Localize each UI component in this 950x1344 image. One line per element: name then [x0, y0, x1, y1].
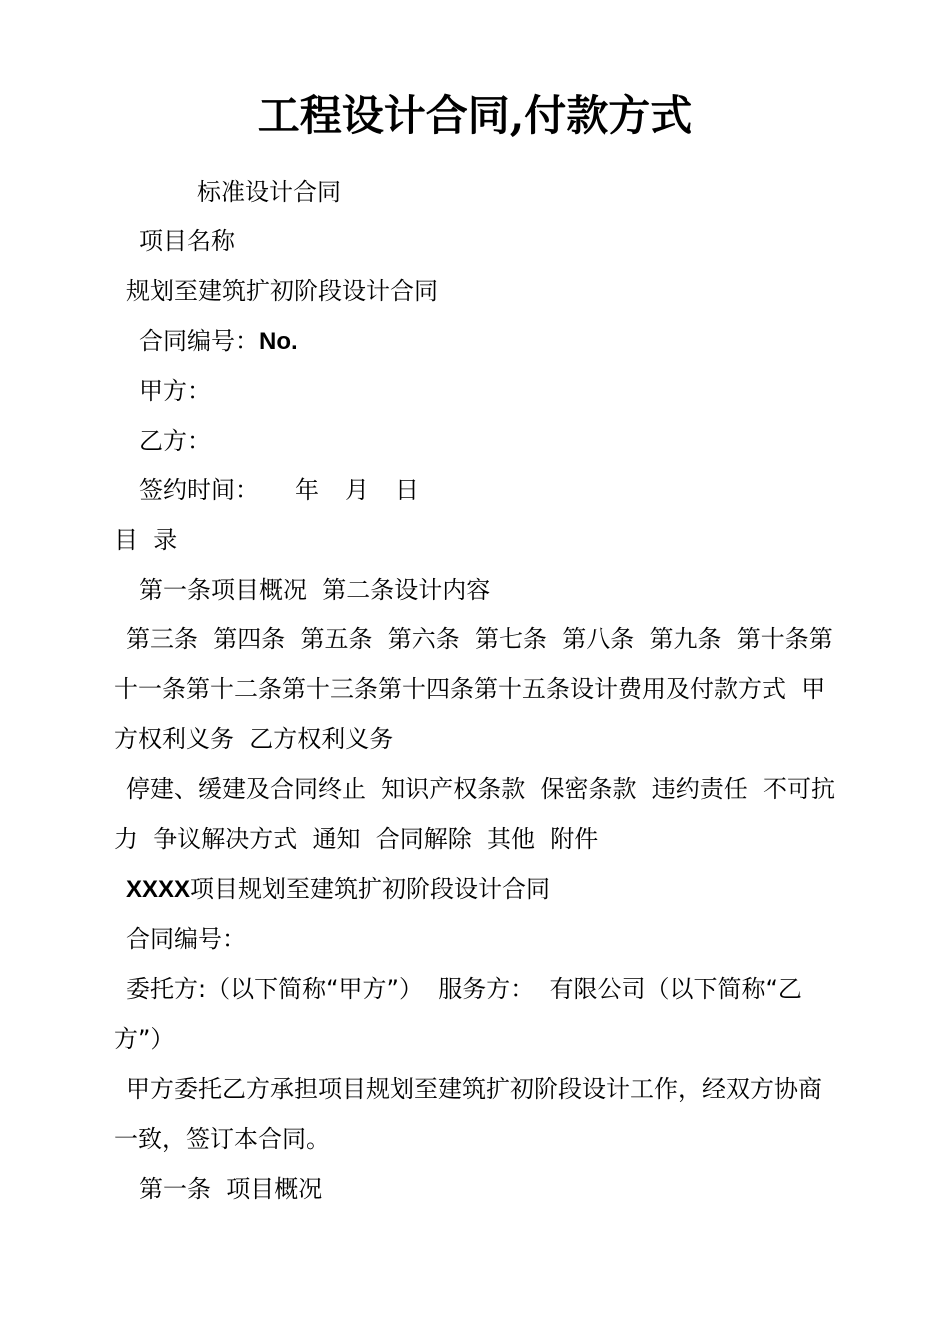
- party-a-label: 甲方：: [139, 377, 211, 405]
- signing-date-label: 签约时间：: [139, 476, 259, 504]
- project-name-label: 项目名称: [139, 227, 235, 255]
- cover-subtitle: 标准设计合同: [197, 178, 341, 206]
- project-name-value: 规划至建筑扩初阶段设计合同: [126, 277, 438, 305]
- date-year: 年: [295, 476, 319, 504]
- contract-title: 项目规划至建筑扩初阶段设计合同: [190, 875, 551, 903]
- signing-date-line: [139, 473, 419, 507]
- article-1-heading: 第一条 项目概况: [139, 1175, 323, 1203]
- toc-paragraph-1: 第三条 第四条 第五条 第六条 第七条 第八条 第九条 第十条第十一条第十二条第十三条第十四条第十五条设计费用及付款方式 甲方权利义务 乙方权利义务: [114, 625, 833, 753]
- contract-number-line: [139, 324, 298, 359]
- contract-title-line: [126, 872, 550, 907]
- toc-line-1: 第一条项目概况 第二条设计内容: [139, 576, 491, 604]
- parties-paragraph: 委托方:（以下简称“甲方”） 服务方： 有限公司（以下简称“乙方”）: [114, 975, 802, 1053]
- toc-heading: 目 录: [114, 526, 178, 554]
- date-day: 日: [395, 476, 419, 504]
- party-b-label: 乙方：: [139, 427, 211, 455]
- toc-paragraph-2: 停建、缓建及合同终止 知识产权条款 保密条款 违约责任 不可抗力 争议解决方式 通知 合同解除 其他 附件: [114, 775, 836, 853]
- document-title: 工程设计合同,付款方式: [257, 91, 693, 140]
- contract-number-label: 合同编号：: [139, 327, 259, 355]
- intro-paragraph: 甲方委托乙方承担项目规划至建筑扩初阶段设计工作，经双方协商一致，签订本合同。: [114, 1075, 822, 1153]
- date-month: 月: [345, 476, 369, 504]
- contract-title-prefix: XXXX: [126, 876, 191, 903]
- body-contract-number: 合同编号：: [126, 925, 246, 953]
- contract-number-value: No.: [259, 328, 298, 355]
